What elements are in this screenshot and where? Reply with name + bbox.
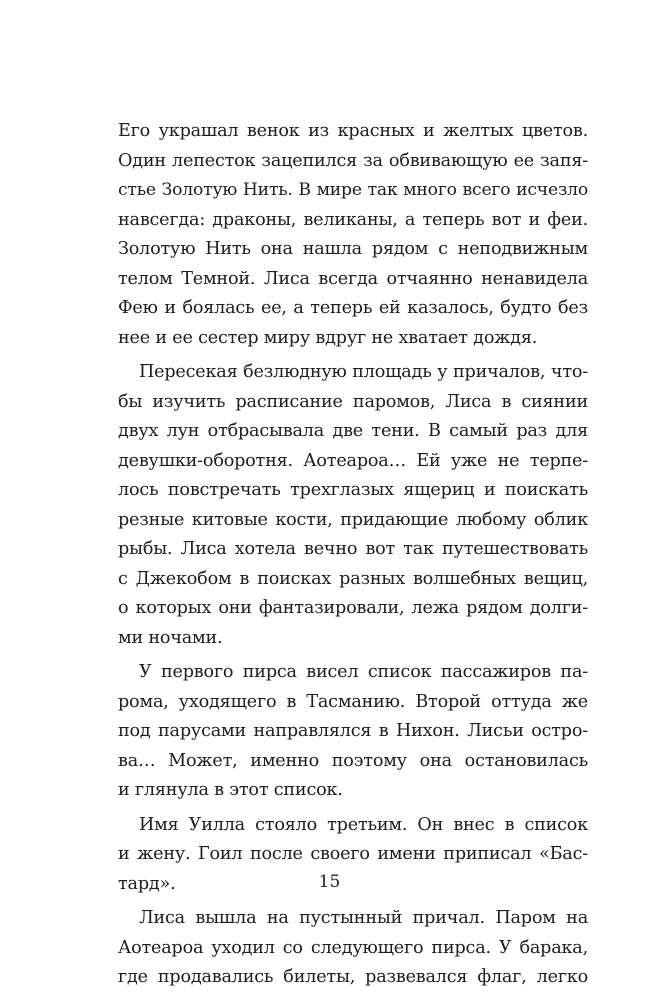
text-line: Его украшал венок из красных и желтых цветов. [118, 121, 588, 141]
page-text [118, 117, 588, 993]
text-line: Один лепесток зацепился за обвивающую ее запя- [118, 150, 588, 171]
paragraph-5 [118, 904, 588, 993]
text-line: и жену. Гоил после своего имени приписал «Бас- [118, 844, 588, 864]
page-number: 15 [318, 872, 341, 892]
text-line: Пересекая безлюдную площадь у причалов, что- [139, 362, 588, 382]
text-line: и глянула в этот список. [118, 780, 343, 800]
text-line: ва… Может, именно поэтому она остановилась [118, 750, 588, 771]
text-line: о которых они фантазировали, лежа рядом долги- [118, 598, 588, 618]
text-line: Золотую Нить она нашла рядом с неподвижным [118, 239, 588, 259]
text-line: стье Золотую Нить. В мире так много всего исчезло [118, 180, 588, 200]
text-line: нее и ее сестер миру вдруг не хватает дождя. [118, 327, 538, 348]
text-line: ми ночами. [118, 627, 223, 648]
paragraph-3 [118, 658, 588, 806]
text-line: Фею и боялась ее, а теперь ей казалось, будто без [118, 298, 588, 318]
text-line: где продавались билеты, развевался флаг, легко [118, 967, 588, 987]
text-line: У первого пирса висел список пассажиров па- [139, 662, 588, 682]
text-line: двух лун отбрасывала две тени. В самый раз для [118, 421, 588, 441]
text-line: резные китовые кости, придающие любому облик [118, 509, 588, 530]
text-line: телом Темной. Лиса всегда отчаянно ненавидела [118, 268, 588, 289]
text-line: рома, уходящего в Тасманию. Второй оттуда же [118, 691, 588, 712]
text-line: тард». [118, 873, 176, 894]
text-line: под парусами направлялся в Нихон. Лисьи остро- [118, 721, 588, 741]
text-line: навсегда: драконы, великаны, а теперь вот и феи. [118, 209, 588, 230]
text-line: бы изучить расписание паромов, Лиса в сиянии [118, 391, 588, 412]
text-line: Аотеароа уходил со следующего пирса. У барака, [118, 937, 588, 958]
text-line: Лиса вышла на пустынный причал. Паром на [139, 908, 588, 928]
text-line: девушки-оборотня. Аотеароа… Ей уже не терпе- [118, 450, 588, 471]
text-line: рыбы. Лиса хотела вечно вот так путешествовать [118, 539, 588, 559]
paragraph-2 [118, 358, 588, 653]
text-line: Имя Уилла стояло третьим. Он внес в список [139, 814, 588, 835]
paragraph-1 [118, 117, 588, 353]
text-line: лось повстречать трехглазых ящериц и поискать [118, 480, 588, 500]
text-line: с Джекобом в поисках разных волшебных вещиц, [118, 568, 588, 589]
